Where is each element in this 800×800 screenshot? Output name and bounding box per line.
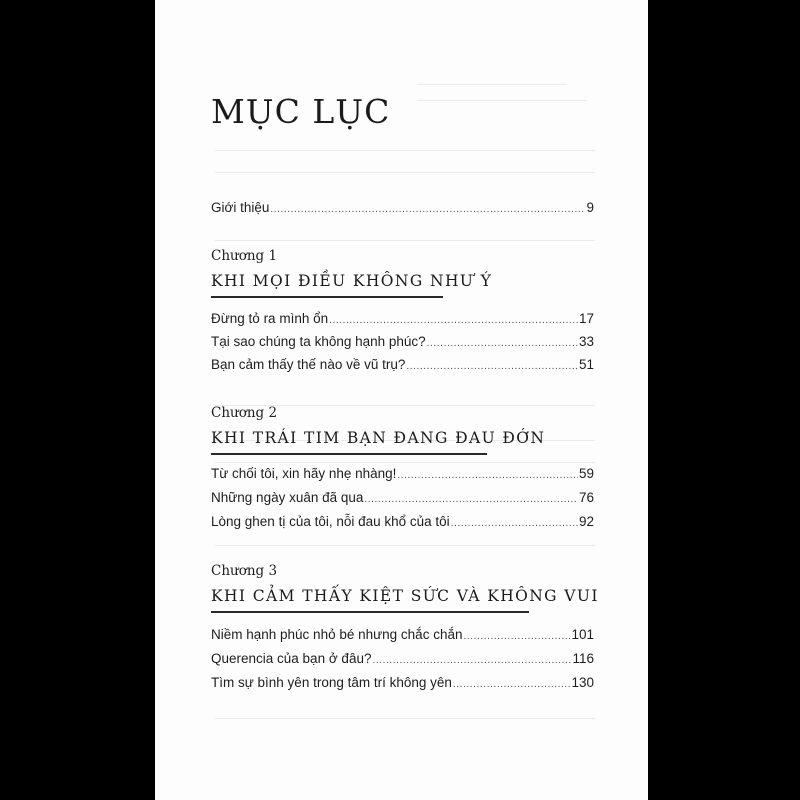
bleed-through-line <box>215 172 595 173</box>
dot-leader <box>451 518 578 529</box>
toc-entry-page: 116 <box>572 651 594 666</box>
toc-entry[interactable] <box>211 514 594 536</box>
dot-leader <box>329 315 578 326</box>
chapter-label: Chương 2 <box>211 405 278 421</box>
toc-entry[interactable] <box>211 357 594 379</box>
bleed-through-line <box>215 240 595 241</box>
toc-entry[interactable] <box>211 627 594 649</box>
toc-entry-page: 9 <box>586 200 594 215</box>
toc-entry-page: 17 <box>578 311 594 326</box>
toc-entry[interactable] <box>211 490 594 512</box>
toc-entry-label: Tìm sự bình yên trong tâm trí không yên <box>211 675 452 690</box>
dot-leader <box>406 361 578 372</box>
chapter-underline <box>211 611 529 613</box>
page-title: MỤC LỤC <box>211 92 391 131</box>
toc-entry-label: Bạn cảm thấy thế nào về vũ trụ? <box>211 357 406 372</box>
toc-entry[interactable] <box>211 311 594 333</box>
toc-entry[interactable] <box>211 466 594 488</box>
dot-leader <box>427 338 578 349</box>
dot-leader <box>372 655 571 666</box>
bleed-through-line <box>215 462 595 463</box>
toc-entry-label: Giới thiệu <box>211 200 270 215</box>
dot-leader <box>463 631 570 642</box>
toc-entry-page: 51 <box>578 357 594 372</box>
toc-entry-page: 59 <box>578 466 594 481</box>
toc-entry-label: Những ngày xuân đã qua <box>211 490 364 505</box>
bleed-through-line <box>417 84 567 85</box>
toc-entry-label: Đừng tỏ ra mình ổn <box>211 311 329 326</box>
bleed-through-line <box>417 100 587 101</box>
toc-entry-page: 33 <box>578 334 594 349</box>
toc-entry[interactable] <box>211 334 594 356</box>
toc-entry-page: 92 <box>578 514 594 529</box>
bleed-through-line <box>215 150 595 151</box>
chapter-underline <box>211 296 443 298</box>
toc-entry-intro[interactable] <box>211 200 594 222</box>
toc-entry-label: Lòng ghen tị của tôi, nỗi đau khổ của tôi <box>211 514 450 529</box>
dot-leader <box>270 204 585 215</box>
toc-entry-page: 76 <box>578 490 594 505</box>
chapter-label: Chương 3 <box>211 563 278 579</box>
toc-entry[interactable] <box>211 675 594 697</box>
toc-entry-page: 101 <box>571 627 594 642</box>
chapter-title: KHI CẢM THẤY KIỆT SỨC VÀ KHÔNG VUI <box>211 587 599 605</box>
chapter-label: Chương 1 <box>211 248 278 264</box>
dot-leader <box>397 470 578 481</box>
chapter-title: KHI TRÁI TIM BẠN ĐANG ĐAU ĐỚN <box>211 429 546 447</box>
dot-leader <box>364 494 578 505</box>
dot-leader <box>453 679 571 690</box>
chapter-title: KHI MỌI ĐIỀU KHÔNG NHƯ Ý <box>211 272 493 290</box>
bleed-through-line <box>215 545 595 546</box>
toc-entry-label: Querencia của bạn ở đâu? <box>211 651 372 666</box>
chapter-underline <box>211 453 487 455</box>
bleed-through-line <box>215 718 595 719</box>
toc-entry-label: Tại sao chúng ta không hạnh phúc? <box>211 334 426 349</box>
toc-entry[interactable] <box>211 651 594 673</box>
book-page <box>155 0 648 800</box>
toc-entry-page: 130 <box>571 675 594 690</box>
toc-entry-label: Từ chối tôi, xin hãy nhẹ nhàng! <box>211 466 397 481</box>
toc-entry-label: Niềm hạnh phúc nhỏ bé nhưng chắc chắn <box>211 627 463 642</box>
